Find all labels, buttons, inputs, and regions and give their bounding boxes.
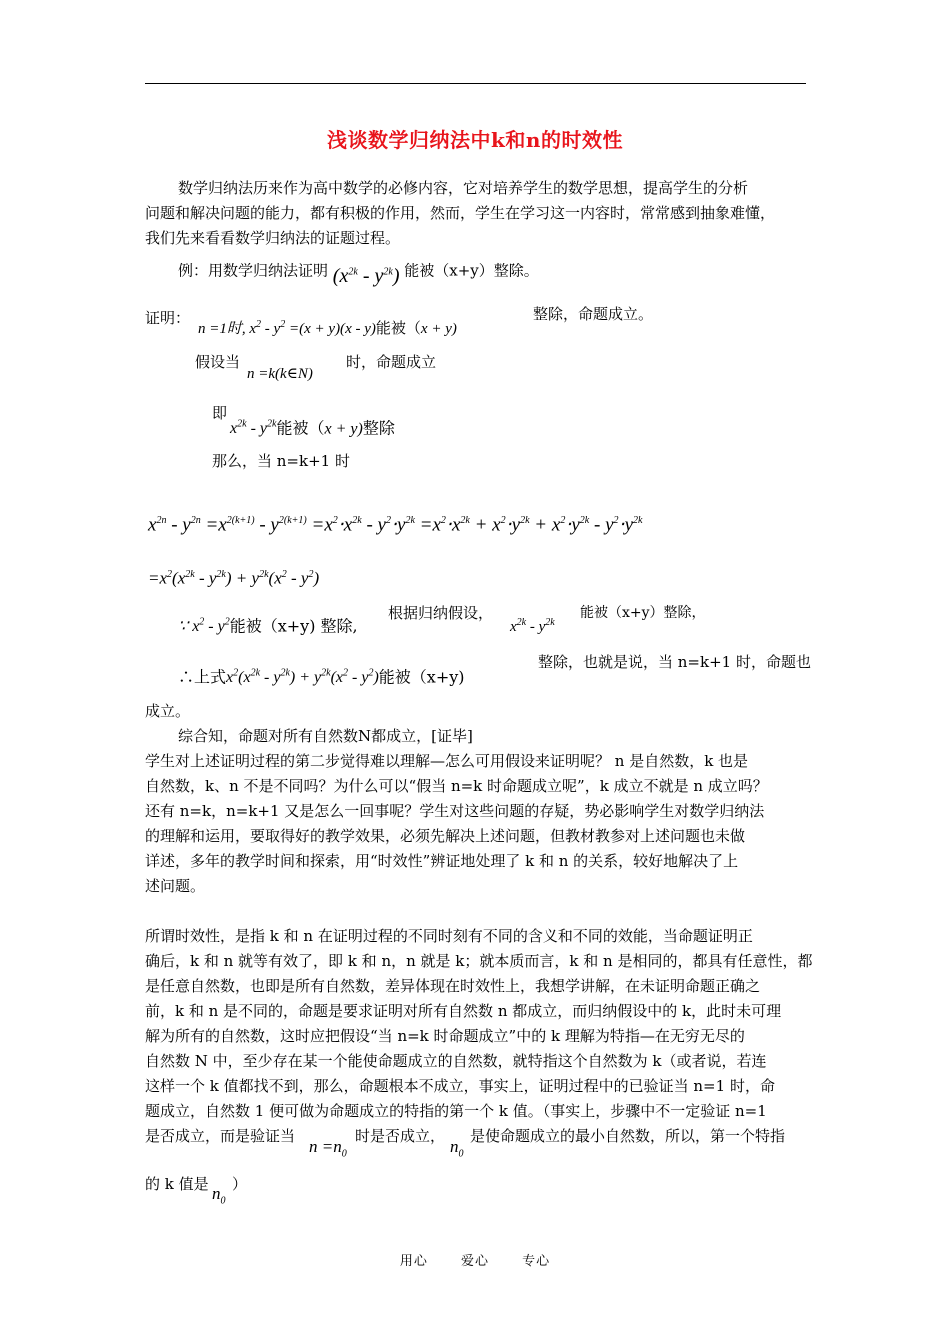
intro-line-1: 数学归纳法历来作为高中数学的必修内容，它对培养学生的数学思想，提高学生的分析 bbox=[178, 179, 749, 197]
page-title: 浅谈数学归纳法中k和n的时效性 bbox=[327, 128, 623, 152]
footer-item: 专心 bbox=[522, 1254, 551, 1269]
example-prefix: 例：用数学归纳法证明 bbox=[178, 261, 329, 280]
therefore-text: 能被（x+y) bbox=[378, 667, 465, 687]
para2-line-5: 详述，多年的教学时间和探索，用“时效性”辨证地处理了 k 和 n 的关系，较好地解决了上 bbox=[145, 852, 739, 870]
because-formula: ∵ $x^2 - y^2$ bbox=[178, 617, 230, 636]
example-suffix: 能被（x+y）整除。 bbox=[404, 261, 539, 280]
para3-line-9c: 是使命题成立的最小自然数，所以，第一个特指 bbox=[470, 1127, 786, 1145]
then-line: 那么，当 n=k+1 时 bbox=[212, 452, 350, 470]
para3-line-7: 这样一个 k 值都找不到，那么，命题根本不成立，事实上，证明过程中的已验证当 n=1 时，命 bbox=[145, 1077, 775, 1095]
step1-factor: x + y) bbox=[420, 321, 457, 337]
para2-line-6: 述问题。 bbox=[145, 877, 206, 895]
header-rule bbox=[145, 83, 806, 84]
para3-line-10b: ） bbox=[232, 1175, 248, 1193]
proof-step1 bbox=[198, 312, 457, 342]
because-tail: 能被（x+y）整除， bbox=[580, 605, 706, 621]
assume-formula: n =k(k∈N) bbox=[247, 366, 313, 382]
because-line bbox=[178, 610, 358, 639]
because-formula-2: $x^{2k} - y^{2k}$ bbox=[510, 617, 555, 635]
n0-symbol: $n_0$ bbox=[450, 1137, 464, 1160]
ji-text: 能被（ bbox=[276, 418, 325, 438]
para3-line-3: 是任意自然数，也即是所有自然数，差异体现在时效性上，我想学讲解，在未证明命题正确之 bbox=[145, 977, 761, 995]
assume-prefix: 假设当 bbox=[195, 353, 241, 371]
because-text: 能被（x+y) 整除, bbox=[229, 616, 358, 636]
para3-line-9b: 时是否成立， bbox=[355, 1127, 446, 1145]
ji-line bbox=[230, 412, 395, 441]
proof-label: 证明： bbox=[145, 309, 191, 327]
assume-suffix: 时，命题成立 bbox=[346, 353, 437, 371]
para3-line-8: 题成立，自然数 1 便可做为命题成立的特指的第一个 k 值。（事实上，步骤中不一定验证 n=1 bbox=[145, 1102, 767, 1120]
para3-line-10a: 的 k 值是 bbox=[145, 1175, 209, 1193]
ji-formula: $x^{2k} - y^{2k}$ bbox=[230, 419, 277, 438]
example-formula: $(x^{2k} - y^{2k})$ bbox=[332, 264, 400, 287]
because-mid: 根据归纳假设， bbox=[388, 604, 494, 622]
footer-item: 用心 bbox=[399, 1254, 428, 1269]
footer bbox=[0, 1250, 950, 1269]
para3-line-2: 确后，k 和 n 就等有效了，即 k 和 n，n 就是 k；就本质而言，k 和 n 是相同的，都具有任意性，都 bbox=[145, 952, 813, 970]
example-line bbox=[178, 253, 539, 287]
intro-line-3: 我们先来看看数学归纳法的证题过程。 bbox=[145, 229, 401, 247]
n-equals-n0: $n =n_0$ bbox=[309, 1137, 347, 1160]
step1-formula: n =1时, $x^2 - y^2 =(x + y)(x - y)$ bbox=[198, 319, 376, 337]
therefore-formula: $x^2(x^{2k} - y^{2k}) + y^{2k}(x^2 - y^2)$ bbox=[226, 668, 379, 687]
intro-line-2: 问题和解决问题的能力，都有积极的作用，然而，学生在学习这一内容时，常常感到抽象难懂， bbox=[145, 204, 776, 222]
para3-line-9a: 是否成立，而是验证当 bbox=[145, 1127, 296, 1145]
ji-tail: 整除 bbox=[362, 418, 395, 438]
conclusion: 综合知，命题对所有自然数N都成立，[证毕] bbox=[178, 727, 473, 745]
therefore-end: 成立。 bbox=[145, 702, 191, 720]
para2-line-1: 学生对上述证明过程的第二步觉得难以理解—怎么可用假设来证明呢？ n 是自然数，k 也是 bbox=[145, 752, 749, 770]
para2-line-3: 还有 n=k，n=k+1 又是怎么一回事呢？学生对这些问题的存疑，势必影响学生对数学归纳法 bbox=[145, 802, 765, 820]
footer-item: 爱心 bbox=[460, 1254, 489, 1269]
step1-tail: 整除，命题成立。 bbox=[533, 305, 654, 323]
ji-label: 即 bbox=[212, 404, 228, 422]
para2-line-4: 的理解和运用，要取得好的教学效果，必须先解决上述问题，但教材教参对上述问题也未做 bbox=[145, 827, 746, 845]
therefore-tail: 整除，也就是说，当 n=k+1 时，命题也 bbox=[538, 653, 811, 671]
para3-line-5: 解为所有的自然数，这时应把假设“当 n=k 时命题成立”中的 k 理解为特指—在无穷无尽的 bbox=[145, 1027, 745, 1045]
therefore-prefix: ∴上式 bbox=[178, 667, 227, 687]
ji-factor: x + y) bbox=[324, 420, 363, 438]
n0-symbol-2: $n_0$ bbox=[212, 1184, 226, 1207]
para3-line-1: 所谓时效性，是指 k 和 n 在证明过程的不同时刻有不同的含义和不同的效能，当命题证明正 bbox=[145, 927, 753, 945]
expansion-formula: $x^{2n} - y^{2n} =x^{2(k+1)} - y^{2(k+1)} =x^2\cdot x^{2k} - y^2\cdot y^{2k} =x^2\cdot x^{2k} + x^2\cdot y^{2k} + x^2\cdot y^{2k} - y^2\cdot y^{2k}$ bbox=[148, 514, 643, 536]
para3-line-4: 前，k 和 n 是不同的，命题是要求证明对所有自然数 n 都成立，而归纳假设中的 k，此时未可理 bbox=[145, 1002, 782, 1020]
therefore-line bbox=[178, 661, 465, 690]
expansion-formula-2: $=x^2(x^{2k} - y^{2k}) + y^{2k}(x^2 - y^2)$ bbox=[148, 568, 320, 588]
para3-line-6: 自然数 N 中，至少存在某一个能使命题成立的自然数，就特指这个自然数为 k（或者说，若连 bbox=[145, 1052, 767, 1070]
step1-text: 能被（ bbox=[375, 319, 421, 337]
para2-line-2: 自然数，k、n 不是不同吗？为什么可以“假当 n=k 时命题成立呢”，k 成立不就是 n 成立吗？ bbox=[145, 777, 768, 795]
